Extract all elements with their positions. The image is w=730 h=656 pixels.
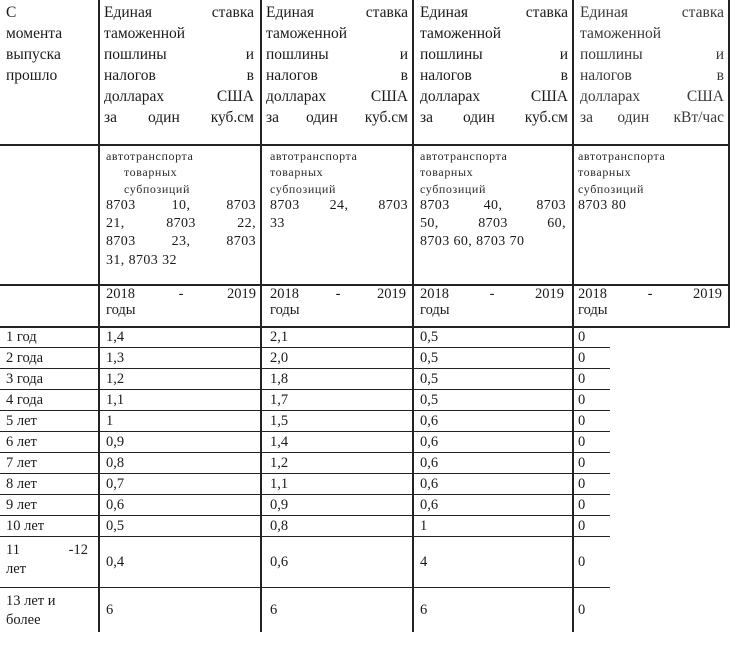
vertical-rule (412, 0, 414, 632)
horizontal-rule (0, 494, 610, 495)
vertical-rule (98, 0, 100, 632)
rate-value-col3: 6 (420, 602, 428, 618)
header-rate-cm3-col1: Единая ставка таможенной пошлины и налогов в долларах США за один куб.см (104, 4, 254, 127)
rate-value-col2: 2,0 (270, 350, 289, 366)
rate-value-col1: 0,9 (106, 434, 125, 450)
rate-value-col1: 0,7 (106, 476, 125, 492)
rate-value-col3: 0,6 (420, 476, 439, 492)
header-rate-kwh-col4: Единая ставка таможенной пошлины и налогов в долларах США за один кВт/час (580, 4, 724, 127)
row-label: 3 года (6, 371, 44, 387)
row-label (0, 588, 98, 632)
rate-value-col4: 0 (578, 392, 586, 408)
row-label: 8 лет (6, 476, 37, 492)
horizontal-rule (0, 587, 610, 588)
horizontal-rule (0, 473, 610, 474)
horizontal-rule (0, 389, 610, 390)
rate-value-col4: 0 (578, 371, 586, 387)
row-label: 9 лет (6, 497, 37, 513)
rate-value-col2: 1,4 (270, 434, 289, 450)
header-rate-cm3-col2: Единая ставка таможенной пошлины и налогов в долларах США за один куб.см (266, 4, 408, 127)
rate-value-col4: 0 (578, 329, 586, 345)
rate-value-col3: 0,6 (420, 413, 439, 429)
rate-value-col1: 0,6 (106, 497, 125, 513)
horizontal-rule (0, 144, 730, 146)
rate-value-col4: 0 (578, 554, 586, 570)
rate-value-col1: 1 (106, 413, 114, 429)
row-label-line: 13 лет и (6, 593, 56, 609)
header-time-since-release: С момента выпуска прошло (6, 4, 63, 85)
rate-value-col4: 0 (578, 476, 586, 492)
row-label (0, 537, 98, 588)
rate-value-col3: 1 (420, 518, 428, 534)
rate-value-col2: 1,8 (270, 371, 289, 387)
horizontal-rule (0, 431, 610, 432)
rate-value-col2: 1,5 (270, 413, 289, 429)
horizontal-rule (0, 284, 730, 286)
rate-value-col2: 0,6 (270, 554, 289, 570)
rate-value-col3: 0,6 (420, 497, 439, 513)
years-empty-cell (0, 285, 98, 325)
subheader-codes-col2: автотранспорта товарных субпозиций 8703 24, 8703 33 (270, 149, 408, 232)
rate-value-col3: 0,5 (420, 371, 439, 387)
row-label: 6 лет (6, 434, 37, 450)
rate-value-col1: 6 (106, 602, 114, 618)
horizontal-rule (0, 368, 610, 369)
rate-value-col1: 1,3 (106, 350, 125, 366)
header-rate-cm3-col3: Единая ставка таможенной пошлины и налогов в долларах США за один куб.см (420, 4, 568, 127)
rate-value-col4: 0 (578, 518, 586, 534)
row-label: 4 года (6, 392, 44, 408)
horizontal-rule (0, 347, 610, 348)
row-label-line: лет (6, 560, 27, 577)
rate-value-col2: 0,9 (270, 497, 289, 513)
rate-value-col3: 0,5 (420, 392, 439, 408)
rate-value-col4: 0 (578, 455, 586, 471)
years-col2: 2018 - 2019 годы (270, 286, 406, 318)
row-label-line: более (6, 611, 41, 628)
rate-value-col3: 0,5 (420, 350, 439, 366)
row-label: 5 лет (6, 413, 37, 429)
rate-value-col1: 1,2 (106, 371, 125, 387)
rate-value-col4: 0 (578, 434, 586, 450)
row-label: 1 год (6, 329, 37, 345)
rate-value-col1: 0,5 (106, 518, 125, 534)
rate-value-col1: 0,4 (106, 554, 125, 570)
years-col3: 2018 - 2019 годы (420, 286, 564, 318)
horizontal-rule (0, 326, 730, 328)
horizontal-rule (0, 410, 610, 411)
rate-value-col2: 6 (270, 602, 278, 618)
row-label-line: 11 -12 (6, 542, 88, 558)
rate-value-col4: 0 (578, 497, 586, 513)
years-col1: 2018 - 2019 годы (106, 286, 256, 318)
rate-value-col3: 0,6 (420, 455, 439, 471)
rate-value-col3: 4 (420, 554, 428, 570)
subheader-codes-col3: автотранспорта товарных субпозиций 8703 40, 8703 50, 8703 60, 8703 60, 8703 70 (420, 149, 566, 250)
row-label: 7 лет (6, 455, 37, 471)
rate-value-col2: 1,7 (270, 392, 289, 408)
rate-value-col4: 0 (578, 413, 586, 429)
rate-value-col1: 1,1 (106, 392, 125, 408)
rate-value-col1: 1,4 (106, 329, 125, 345)
vertical-rule (572, 0, 574, 632)
rate-value-col3: 0,6 (420, 434, 439, 450)
rate-value-col2: 2,1 (270, 329, 289, 345)
rate-value-col1: 0,8 (106, 455, 125, 471)
rate-value-col4: 0 (578, 350, 586, 366)
subheader-codes-col1: автотранспорта товарных субпозиций 8703 10, 8703 21, 8703 22, 8703 23, 8703 31, 8703 32 (106, 149, 256, 268)
rate-value-col4: 0 (578, 602, 586, 618)
rate-value-col3: 0,5 (420, 329, 439, 345)
row-label: 2 года (6, 350, 44, 366)
subheader-empty-cell (0, 146, 98, 284)
rate-value-col2: 1,1 (270, 476, 289, 492)
horizontal-rule (0, 515, 610, 516)
row-label: 10 лет (6, 518, 45, 534)
vertical-rule (260, 0, 262, 632)
rate-value-col2: 1,2 (270, 455, 289, 471)
vertical-rule (728, 0, 730, 326)
rate-value-col2: 0,8 (270, 518, 289, 534)
subheader-codes-col4: автотранспорта товарных субпозиций 8703 80 (578, 149, 666, 213)
years-col4: 2018 - 2019 годы (578, 286, 722, 318)
horizontal-rule (0, 536, 610, 537)
horizontal-rule (0, 452, 610, 453)
